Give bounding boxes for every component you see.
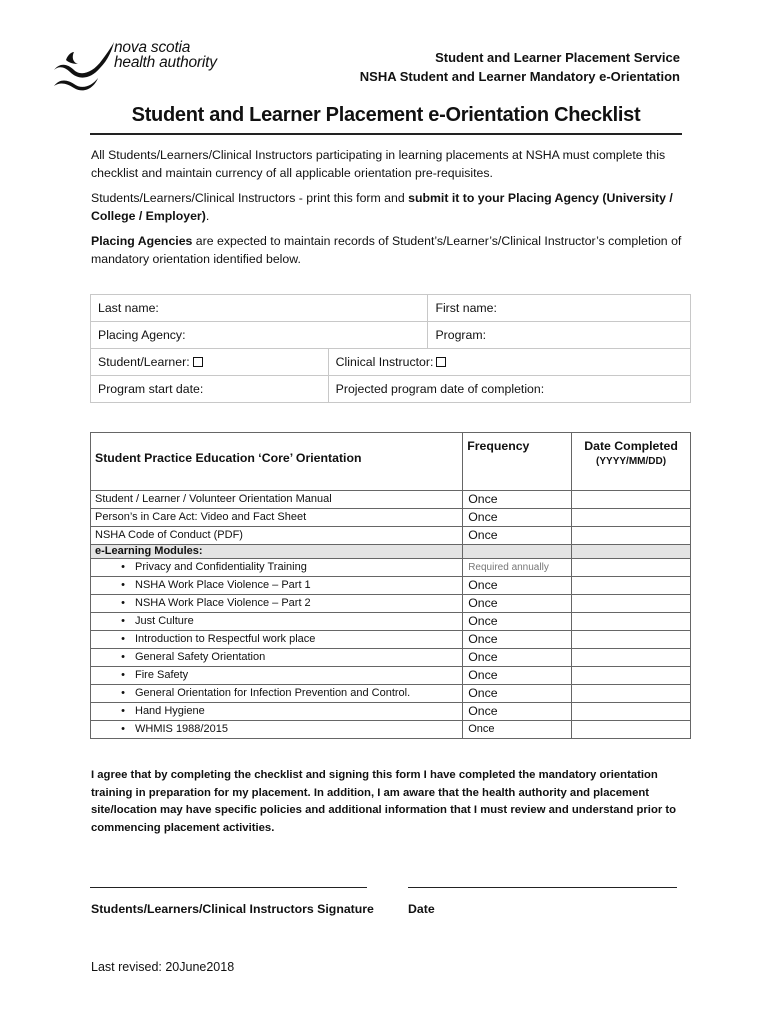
bullet-icon: • <box>121 651 125 663</box>
wave-logo-icon <box>52 40 116 92</box>
bullet-icon: • <box>121 561 125 573</box>
intro-paragraph-1: All Students/Learners/Clinical Instructors participating in learning placements at NSHA must complete this checklist and maintain currency of all applicable orientation pre-requisites. <box>91 148 666 180</box>
service-name: Student and Learner Placement Service <box>435 50 680 65</box>
date-line[interactable] <box>408 887 677 888</box>
module-item <box>91 667 463 685</box>
date-label: Date <box>408 902 435 916</box>
section-label: e-Learning Modules: <box>91 545 463 559</box>
table-row <box>91 631 691 649</box>
date-completed-field[interactable] <box>572 685 691 703</box>
module-name: General Orientation for Infection Prevention and Control. <box>135 687 411 699</box>
frequency-value: Once <box>463 577 572 595</box>
projected-completion-label: Projected program date of completion: <box>335 382 545 396</box>
frequency-value: Once <box>463 595 572 613</box>
section-empty-cell <box>463 545 572 559</box>
date-completed-field[interactable] <box>572 559 691 577</box>
frequency-value: Once <box>463 527 572 545</box>
clinical-instructor-cell <box>328 349 690 376</box>
section-header-row <box>91 545 691 559</box>
bullet-icon: • <box>121 615 125 627</box>
item-name: NSHA Code of Conduct (PDF) <box>91 527 463 545</box>
frequency-value: Once <box>463 491 572 509</box>
module-item <box>91 721 463 739</box>
frequency-value: Required annually <box>463 559 572 577</box>
table-row <box>91 595 691 613</box>
core-orientation-table <box>90 432 691 739</box>
date-completed-field[interactable] <box>572 613 691 631</box>
intro-p2-text: Students/Learners/Clinical Instructors - print this form and <box>91 191 409 205</box>
clinical-instructor-checkbox[interactable] <box>436 357 446 367</box>
module-name: NSHA Work Place Violence – Part 1 <box>135 579 311 591</box>
module-item <box>91 559 463 577</box>
date-completed-field[interactable] <box>572 631 691 649</box>
agreement-statement: I agree that by completing the checklist and signing this form I have completed the mandatory orientation training in preparation for my placement. In addition, I am aware that the health authority and placement site/location may have specific policies and additional information that I must review and understand prior to commencing placement activities. <box>91 769 677 834</box>
date-column-header <box>572 433 691 491</box>
program-label: Program: <box>435 328 487 342</box>
signature-label: Students/Learners/Clinical Instructors Signature <box>91 902 374 916</box>
module-name: General Safety Orientation <box>135 651 266 663</box>
module-name: NSHA Work Place Violence – Part 2 <box>135 597 311 609</box>
table-row <box>91 685 691 703</box>
service-subtitle: NSHA Student and Learner Mandatory e-Orientation <box>359 69 680 84</box>
intro-p2-suffix: . <box>205 208 210 223</box>
frequency-value: Once <box>463 509 572 527</box>
program-start-date-field[interactable] <box>91 376 329 403</box>
student-learner-checkbox[interactable] <box>193 357 203 367</box>
table-row <box>91 509 691 527</box>
placing-agency-field[interactable] <box>91 322 428 349</box>
bullet-icon: • <box>121 633 125 645</box>
frequency-value: Once <box>463 721 572 739</box>
first-name-field[interactable] <box>428 295 691 322</box>
last-revised: Last revised: 20June2018 <box>91 960 235 974</box>
table-header-row <box>91 433 691 491</box>
module-item <box>91 649 463 667</box>
module-name: Hand Hygiene <box>135 705 205 717</box>
placing-agency-label: Placing Agency: <box>98 328 186 342</box>
date-completed-field[interactable] <box>572 667 691 685</box>
date-completed-field[interactable] <box>572 703 691 721</box>
projected-completion-field[interactable] <box>328 376 690 403</box>
date-completed-field[interactable] <box>572 491 691 509</box>
title-divider <box>90 133 682 135</box>
program-start-date-label: Program start date: <box>98 382 204 396</box>
frequency-column-header: Frequency <box>463 433 572 491</box>
bullet-icon: • <box>121 723 125 735</box>
date-completed-field[interactable] <box>572 649 691 667</box>
bullet-icon: • <box>121 705 125 717</box>
module-name: Introduction to Respectful work place <box>135 633 316 645</box>
date-completed-field[interactable] <box>572 721 691 739</box>
student-learner-cell <box>91 349 329 376</box>
clinical-instructor-label: Clinical Instructor: <box>335 355 434 369</box>
table-row <box>91 491 691 509</box>
date-completed-field[interactable] <box>572 527 691 545</box>
item-name: Person’s in Care Act: Video and Fact Sheet <box>91 509 463 527</box>
logo-line-2: health authority <box>114 54 217 71</box>
bullet-icon: • <box>121 579 125 591</box>
section-empty-cell <box>572 545 691 559</box>
service-header <box>360 48 680 86</box>
frequency-value: Once <box>463 667 572 685</box>
date-completed-field[interactable] <box>572 509 691 527</box>
table-row <box>91 559 691 577</box>
date-format-hint: (YYYY/MM/DD) <box>596 456 667 467</box>
module-item <box>91 685 463 703</box>
student-learner-label: Student/Learner: <box>98 355 190 369</box>
bullet-icon: • <box>121 687 125 699</box>
frequency-value: Once <box>463 613 572 631</box>
frequency-value: Once <box>463 631 572 649</box>
table-row <box>91 721 691 739</box>
item-column-header: Student Practice Education ‘Core’ Orientation <box>91 433 463 491</box>
table-row <box>91 703 691 721</box>
table-row <box>91 667 691 685</box>
intro-paragraph-3 <box>91 233 691 268</box>
module-name: Privacy and Confidentiality Training <box>135 561 307 573</box>
personal-info-form <box>90 294 691 403</box>
table-row <box>91 527 691 545</box>
module-name: Fire Safety <box>135 669 189 681</box>
last-name-field[interactable] <box>91 295 428 322</box>
table-row <box>91 649 691 667</box>
logo-line-1: nova scotia <box>114 39 191 56</box>
item-name: Student / Learner / Volunteer Orientation Manual <box>91 491 463 509</box>
module-item <box>91 613 463 631</box>
date-completed-field[interactable] <box>572 577 691 595</box>
bullet-icon: • <box>121 597 125 609</box>
bullet-icon: • <box>121 669 125 681</box>
nsha-logo <box>52 40 222 92</box>
module-item <box>91 631 463 649</box>
table-row <box>91 577 691 595</box>
intro-p3-bold: Placing Agencies <box>91 234 193 248</box>
frequency-value: Once <box>463 649 572 667</box>
frequency-value: Once <box>463 703 572 721</box>
module-item <box>91 577 463 595</box>
signature-line[interactable] <box>90 887 367 888</box>
intro-paragraph-2 <box>91 190 691 225</box>
program-field[interactable] <box>428 322 691 349</box>
first-name-label: First name: <box>435 301 497 315</box>
module-item <box>91 595 463 613</box>
date-header-label: Date Completed <box>584 439 678 453</box>
intro-p3-text: are expected to maintain records of Student’s/Learner’s/Clinical Instructor’s completion of mandatory orientation identified below. <box>91 234 682 266</box>
module-name: WHMIS 1988/2015 <box>135 723 228 735</box>
intro-p2-bold: submit it to your Placing Agency (University / College / Employer) <box>91 191 673 223</box>
module-name: Just Culture <box>135 615 194 627</box>
frequency-value: Once <box>463 685 572 703</box>
module-item <box>91 703 463 721</box>
intro-text <box>91 147 691 276</box>
table-row <box>91 613 691 631</box>
last-name-label: Last name: <box>98 301 159 315</box>
page-title: Student and Learner Placement e-Orientation Checklist <box>131 104 641 126</box>
date-completed-field[interactable] <box>572 595 691 613</box>
